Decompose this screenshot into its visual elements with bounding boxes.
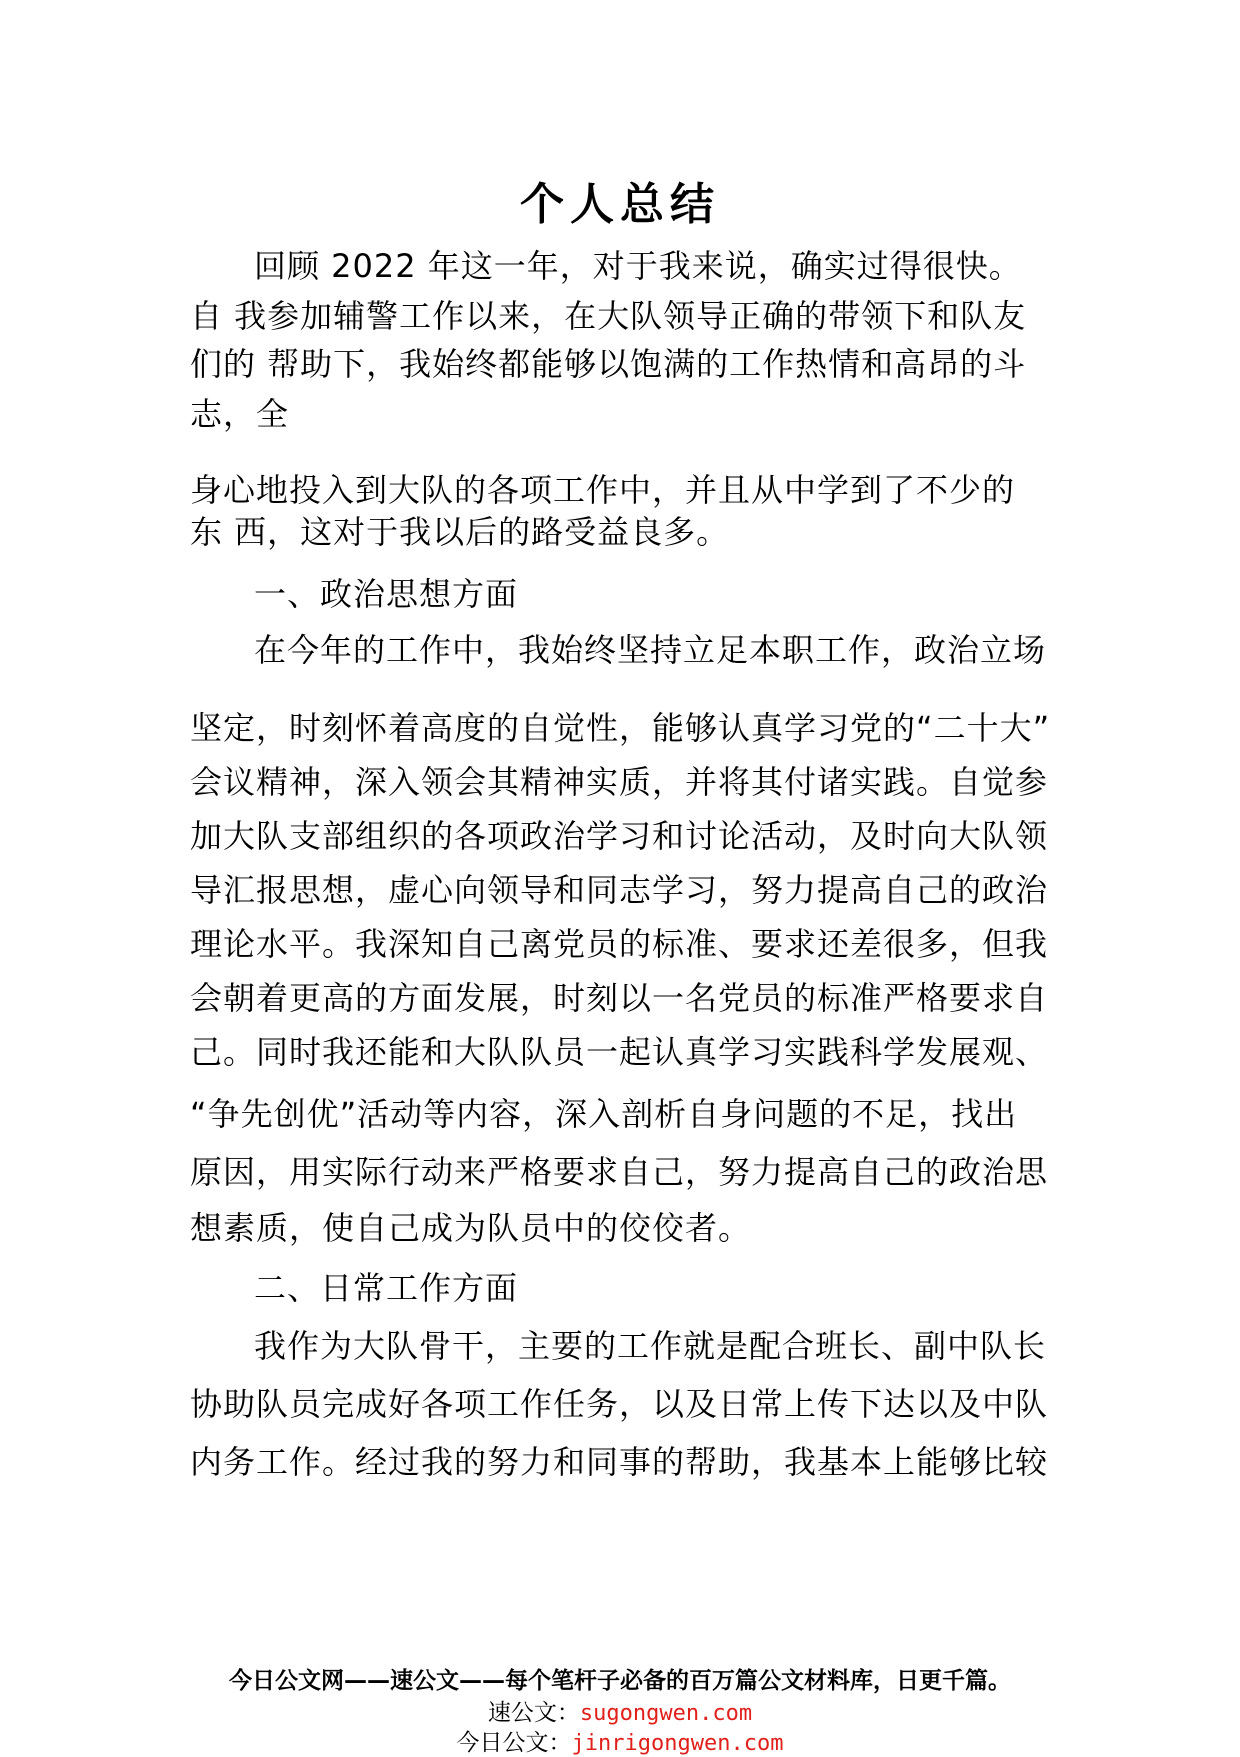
paragraph-line: 们的 帮助下，我始终都能够以饱满的工作热情和高昂的斗 [190,345,1027,383]
paragraph-line: 导汇报思想，虚心向领导和同志学习，努力提高自己的政治 [190,871,1049,909]
section-heading: 二、日常工作方面 [254,1269,519,1307]
paragraph-line: 志，全 [190,395,290,433]
footer-source-1 [0,1694,1240,1727]
paragraph-line: 回顾 2022 年这一年，对于我来说，确实过得很快。 [254,247,1022,285]
paragraph-line: 想素质，使自己成为队员中的佼佼者。 [190,1209,752,1247]
paragraph-line: 协助队员完成好各项工作任务，以及日常上传下达以及中队 [190,1385,1049,1423]
paragraph-line: 我作为大队骨干，主要的工作就是配合班长、副中队长 [254,1327,1047,1365]
footer-banner: 今日公文网——速公文——每个笔杆子必备的百万篇公文材料库，日更千篇。 [229,1668,1011,1694]
document-title: 个人总结 [520,179,720,230]
jinrigongwen-link[interactable]: jinrigongwen.com [571,1731,784,1756]
paragraph-line: 内务工作。经过我的努力和同事的帮助，我基本上能够比较 [190,1443,1049,1481]
paragraph-line: 东 西，这对于我以后的路受益良多。 [190,513,730,551]
paragraph-line: 会议精神，深入领会其精神实质，并将其付诸实践。自觉参 [190,763,1049,801]
paragraph-line: “争先创优”活动等内容，深入剖析自身问题的不足，找出 [190,1095,1018,1133]
paragraph-line: 在今年的工作中，我始终坚持立足本职工作，政治立场 [254,631,1047,669]
paragraph-line: 自 我参加辅警工作以来，在大队领导正确的带领下和队友 [190,297,1027,335]
paragraph-line: 己。同时我还能和大队队员一起认真学习实践科学发展观、 [190,1033,1049,1071]
paragraph-line: 身心地投入到大队的各项工作中，并且从中学到了不少的 [190,471,1016,509]
sugongwen-link[interactable]: sugongwen.com [579,1701,753,1726]
paragraph-line: 坚定，时刻怀着高度的自觉性，能够认真学习党的“二十大” [190,709,1051,747]
paragraph-line: 加大队支部组织的各项政治学习和讨论活动，及时向大队领 [190,817,1049,855]
footer-label: 今日公文： [456,1730,572,1756]
paragraph-line: 理论水平。我深知自己离党员的标准、要求还差很多，但我 [190,925,1049,963]
footer-label: 速公文： [487,1700,580,1726]
paragraph-line: 会朝着更高的方面发展，时刻以一名党员的标准严格要求自 [190,979,1049,1017]
section-heading: 一、政治思想方面 [254,575,519,613]
footer-source-2 [0,1724,1240,1757]
paragraph-line: 原因，用实际行动来严格要求自己，努力提高自己的政治思 [190,1153,1049,1191]
